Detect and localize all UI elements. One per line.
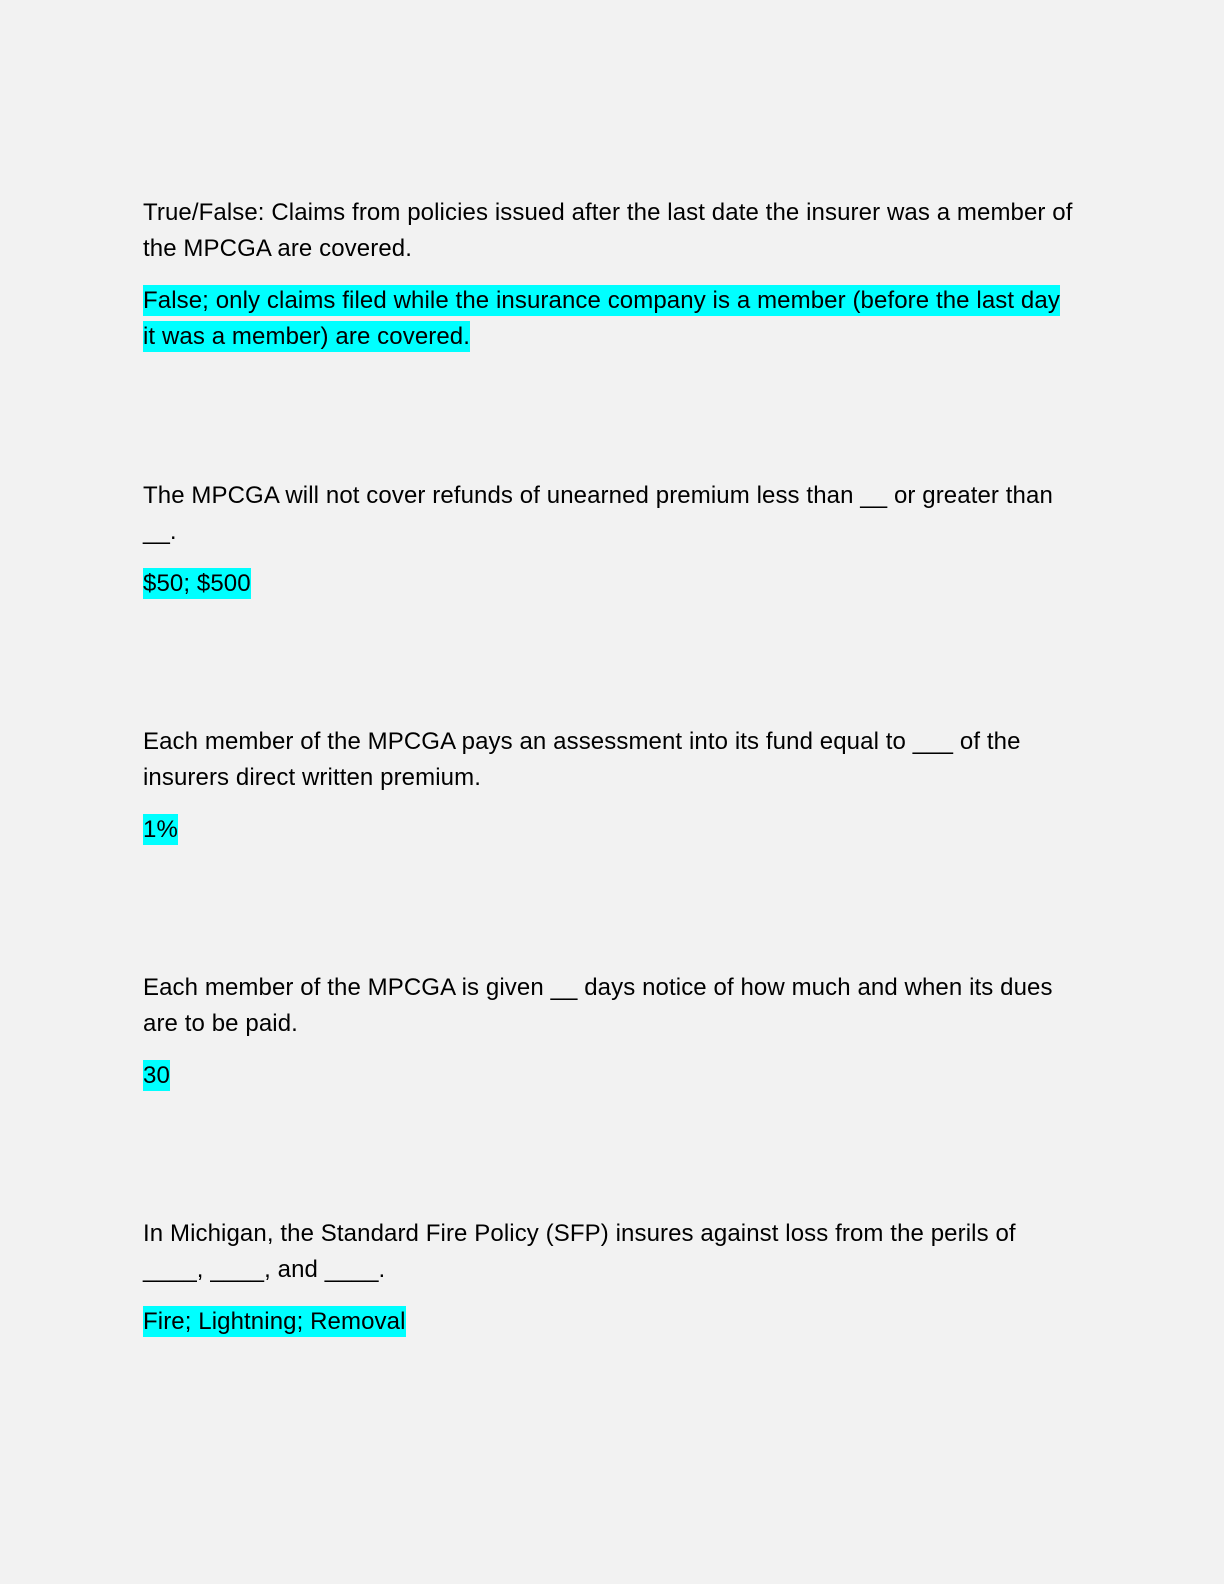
- qa-item: [143, 1216, 1073, 1340]
- qa-item: [143, 478, 1073, 602]
- question-text: In Michigan, the Standard Fire Policy (SFP) insures against loss from the perils of ____, ____, and ____.: [143, 1220, 1016, 1283]
- answer-block: [143, 566, 1073, 602]
- question-text: Each member of the MPCGA is given __ days notice of how much and when its dues are to be paid.: [143, 974, 1053, 1037]
- question-text: The MPCGA will not cover refunds of unearned premium less than __ or greater than __.: [143, 482, 1053, 545]
- answer-highlight: 30: [143, 1062, 170, 1089]
- answer-highlight: Fire; Lightning; Removal: [143, 1308, 406, 1335]
- qa-item: [143, 970, 1073, 1094]
- answer-highlight: 1%: [143, 816, 178, 843]
- question-text: True/False: Claims from policies issued after the last date the insurer was a member of the MPCGA are covered.: [143, 199, 1073, 262]
- answer-block: [143, 812, 1073, 848]
- qa-item: [143, 724, 1073, 848]
- question-text: Each member of the MPCGA pays an assessment into its fund equal to ___ of the insurers direct written premium.: [143, 728, 1021, 791]
- answer-highlight: $50; $500: [143, 570, 251, 597]
- answer-highlight: False; only claims filed while the insurance company is a member (before the last day it was a member) are covered.: [143, 287, 1060, 350]
- qa-item: [143, 195, 1073, 355]
- answer-block: [143, 1058, 1073, 1094]
- answer-block: [143, 283, 1073, 355]
- answer-block: [143, 1304, 1073, 1340]
